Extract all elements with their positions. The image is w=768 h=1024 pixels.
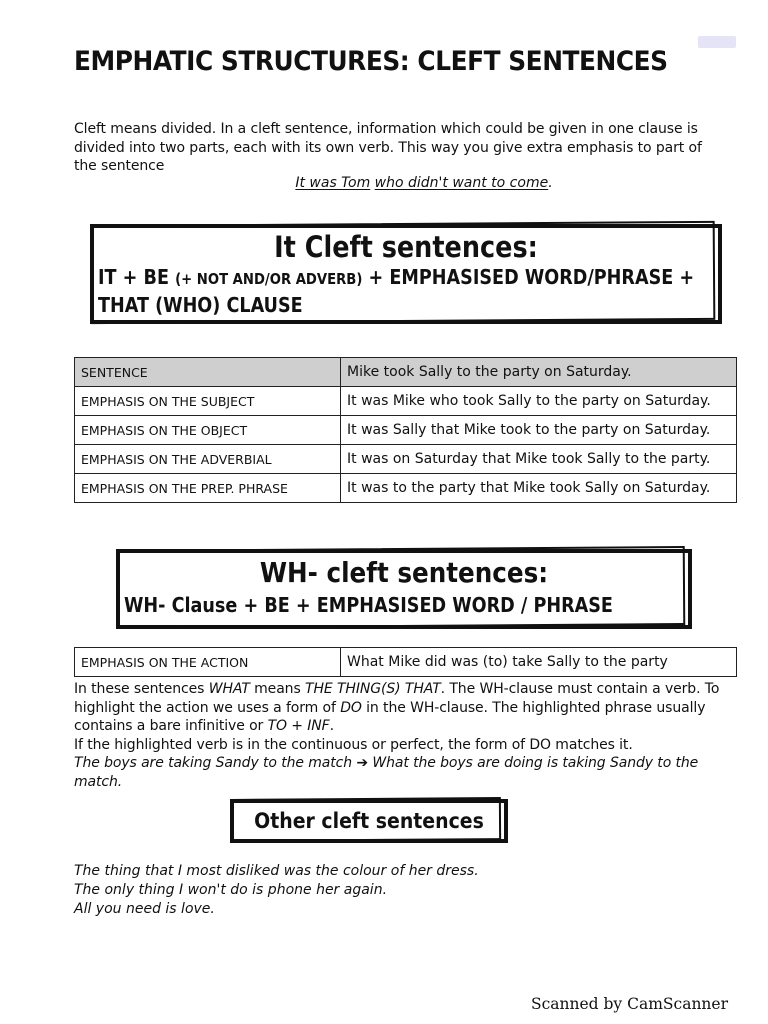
table-row: [75, 358, 737, 387]
scanner-footer: Scanned by CamScanner: [530, 995, 728, 1013]
row-label: SENTENCE: [75, 358, 341, 387]
row-example: It was to the party that Mike took Sally on Saturday.: [341, 474, 737, 503]
text-span: TO + INF: [267, 718, 330, 734]
row-example: Mike took Sally to the party on Saturday.: [341, 358, 737, 387]
text-span: In these sentences: [74, 681, 209, 697]
example-part1: It was Tom: [295, 175, 371, 191]
wh-cleft-box: [116, 549, 692, 629]
page-title: EMPHATIC STRUCTURES: CLEFT SENTENCES: [74, 46, 668, 77]
other-examples-list: [74, 862, 479, 919]
list-item: The thing that I most disliked was the colour of her dress.: [74, 863, 479, 879]
text-span: DO: [340, 699, 362, 716]
row-label: EMPHASIS ON THE OBJECT: [75, 416, 341, 445]
it-cleft-box: [90, 224, 722, 324]
formula-part-c: THAT (WHO) CLAUSE: [98, 293, 303, 317]
text-span: means: [249, 681, 305, 697]
wh-cleft-heading: WH- cleft sentences:: [259, 556, 549, 589]
formula-part-b: + EMPHASISED WORD/PHRASE +: [362, 265, 695, 289]
formula-part-a: IT + BE: [98, 265, 176, 289]
example-end: .: [548, 175, 553, 191]
row-label: EMPHASIS ON THE SUBJECT: [75, 387, 341, 416]
it-cleft-table: [74, 357, 737, 503]
row-label: EMPHASIS ON THE ADVERBIAL: [75, 445, 341, 474]
text-span: .: [329, 718, 334, 734]
row-label: EMPHASIS ON THE ACTION: [75, 648, 341, 677]
wh-cleft-formula: WH- Clause + BE + EMPHASISED WORD / PHRASE: [124, 593, 613, 617]
text-span: . The WH-clause must contain a verb. To highlight the action we uses a form of: [74, 681, 720, 716]
row-label: EMPHASIS ON THE PREP. PHRASE: [75, 474, 341, 503]
wh-explanation-p1: [74, 680, 734, 736]
wh-explanation-p2: If the highlighted verb is in the continuous or perfect, the form of DO matches it.: [74, 736, 633, 753]
table-row: [75, 648, 737, 677]
other-cleft-heading: Other cleft sentences: [254, 809, 484, 833]
table-row: [75, 416, 737, 445]
text-span: WHAT: [208, 681, 250, 697]
table-row: [75, 474, 737, 503]
row-example: It was on Saturday that Mike took Sally to the party.: [341, 445, 737, 474]
intro-example: [40, 175, 768, 191]
table-row: [75, 387, 737, 416]
corner-mark: [698, 36, 736, 48]
text-span: THE THING(S) THAT: [305, 681, 441, 697]
wh-explanation: [74, 680, 734, 791]
list-item: All you need is love.: [74, 901, 215, 917]
it-cleft-formula: [98, 264, 714, 318]
it-cleft-heading: It Cleft sentences:: [274, 230, 538, 264]
row-example: What Mike did was (to) take Sally to the party: [341, 648, 737, 677]
list-item: The only thing I won't do is phone her again.: [74, 882, 388, 898]
row-example: It was Sally that Mike took to the party on Saturday.: [341, 416, 737, 445]
row-example: It was Mike who took Sally to the party on Saturday.: [341, 387, 737, 416]
wh-cleft-table: [74, 647, 737, 677]
example-part2: who didn't want to come: [374, 175, 549, 191]
formula-small: (+ NOT AND/OR ADVERB): [175, 270, 363, 288]
other-cleft-box: [230, 799, 508, 843]
text-span: in the WH-clause. The highlighted phrase usually contains a bare infinitive or: [74, 699, 706, 734]
wh-explanation-p3: The boys are taking Sandy to the match ➔ What the boys are doing is taking Sandy to the match.: [74, 755, 699, 790]
table-row: [75, 445, 737, 474]
intro-paragraph: Cleft means divided. In a cleft sentence, information which could be given in one clause is divided into two parts, each with its own verb. This way you give extra emphasis to part of the sentence: [74, 121, 702, 174]
